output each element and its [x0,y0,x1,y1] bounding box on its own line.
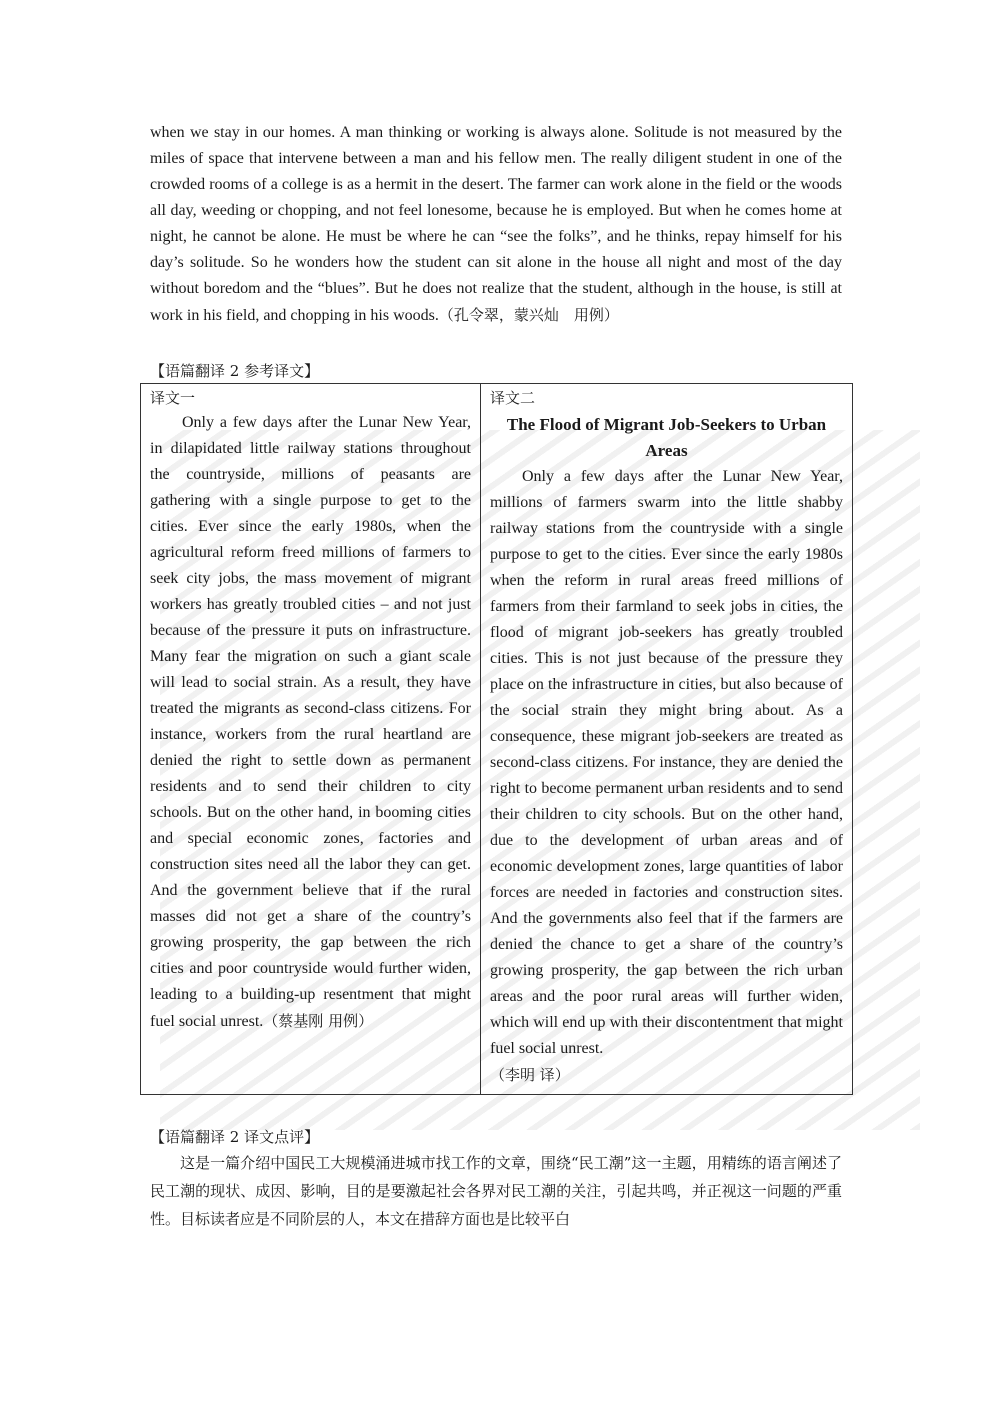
translation-two-title: The Flood of Migrant Job-Seekers to Urban Areas [506,415,827,460]
translation-one-label: 译文一 [150,389,196,407]
translation-one-credit: （蔡基刚 用例） [263,1012,374,1030]
section-reference-heading: 【语篇翻译 2 参考译文】 [150,362,320,380]
review-paragraph: 这是一篇介绍中国民工大规模涌进城市找工作的文章，围绕“民工潮”这一主题，用精练的语言阐述了民工潮的现状、成因、影响，目的是要激起社会各界对民工潮的关注，引起共鸣，并正视这一问题的严重性。目标读者应是不同阶层的人，本文在措辞方面也是比较平白 [150,1154,842,1228]
intro-paragraph: when we stay in our homes. A man thinking or working is always alone. Solitude is not measured by the miles of space that intervene between a man and his fellow men. The really diligent student in one of the crowded rooms of a college is as a hermit in the desert. The farmer can work alone in the field or the woods all day, weeding or chopping, and not feel lonesome, because he is employed. But when he comes home at night, he cannot be alone. He must be where he can “see the folks”, and he thinks, repay himself for his day’s solitude. So he wonders how the student can sit alone in the house all night and most of the day without boredom and the “blues”. But he does not realize that the student, although in the house, is still at work in his field, and chopping in his woods.（孔令翠，蒙兴灿 用例） [150,124,842,324]
translation-table [140,383,853,1095]
translation-two-body: Only a few days after the Lunar New Year, millions of farmers swarm into the little shabby railway stations from the countryside with a single purpose to get to the cities. Ever since the early 1980s when the reform in rural areas freed millions of farmers from their farmland to seek jobs in cities, the flood of migrant job-seekers has greatly troubled cities. This is not just because of the pressure they place on the infrastructure in cities, but also because of the social strain they might bring about. As a consequence, these migrant job-seekers are treated as second-class citizens. For instance, they are denied the right to become permanent urban residents and to send their children to city schools. But on the other hand, due to the development of urban areas and of economic development zones, large quantities of labor forces are needed in factories and construction sites. And the governments also feel that if the farmers are denied the chance to get a share of the country’s growing prosperity, the gap between the rich urban areas and the poor rural areas will further widen, which will end up with their discontentment that might fuel social unrest. [490,468,843,1057]
translation-one-body: Only a few days after the Lunar New Year, in dilapidated little railway stations throughout the countryside, millions of peasants are gathering with a single purpose to get to the cities. Ever since the early 1980s, when the agricultural reform freed millions of farmers to seek city jobs, the mass movement of migrant workers has greatly troubled cities – and not just because of the pressure it puts on infrastructure. Many fear the migration on such a giant scale will lead to social strain. As a result, they have treated the migrants as second-class citizens. For instance, workers from the rural heartland are denied the right to settle down as permanent residents and to send their children to city schools. But on the other hand, in booming cities and special economic zones, factories and construction sites need all the labor they can get. And the government believe that if the rural masses did not get a share of the country’s growing prosperity, the gap between the rich cities and poor countryside would further widen, leading to a building-up resentment that might fuel social unrest.（蔡基刚 用例） [150,414,471,1030]
document-page [150,120,842,1233]
translation-two-cell [481,384,853,1095]
translation-row [141,384,853,1095]
section-review-heading: 【语篇翻译 2 译文点评】 [150,1128,320,1146]
translation-one-cell [141,384,481,1095]
translation-two-credit: （李明 译） [490,1066,570,1084]
intro-credit: （孔令翠，蒙兴灿 用例） [438,306,619,324]
translation-two-label: 译文二 [490,389,536,407]
